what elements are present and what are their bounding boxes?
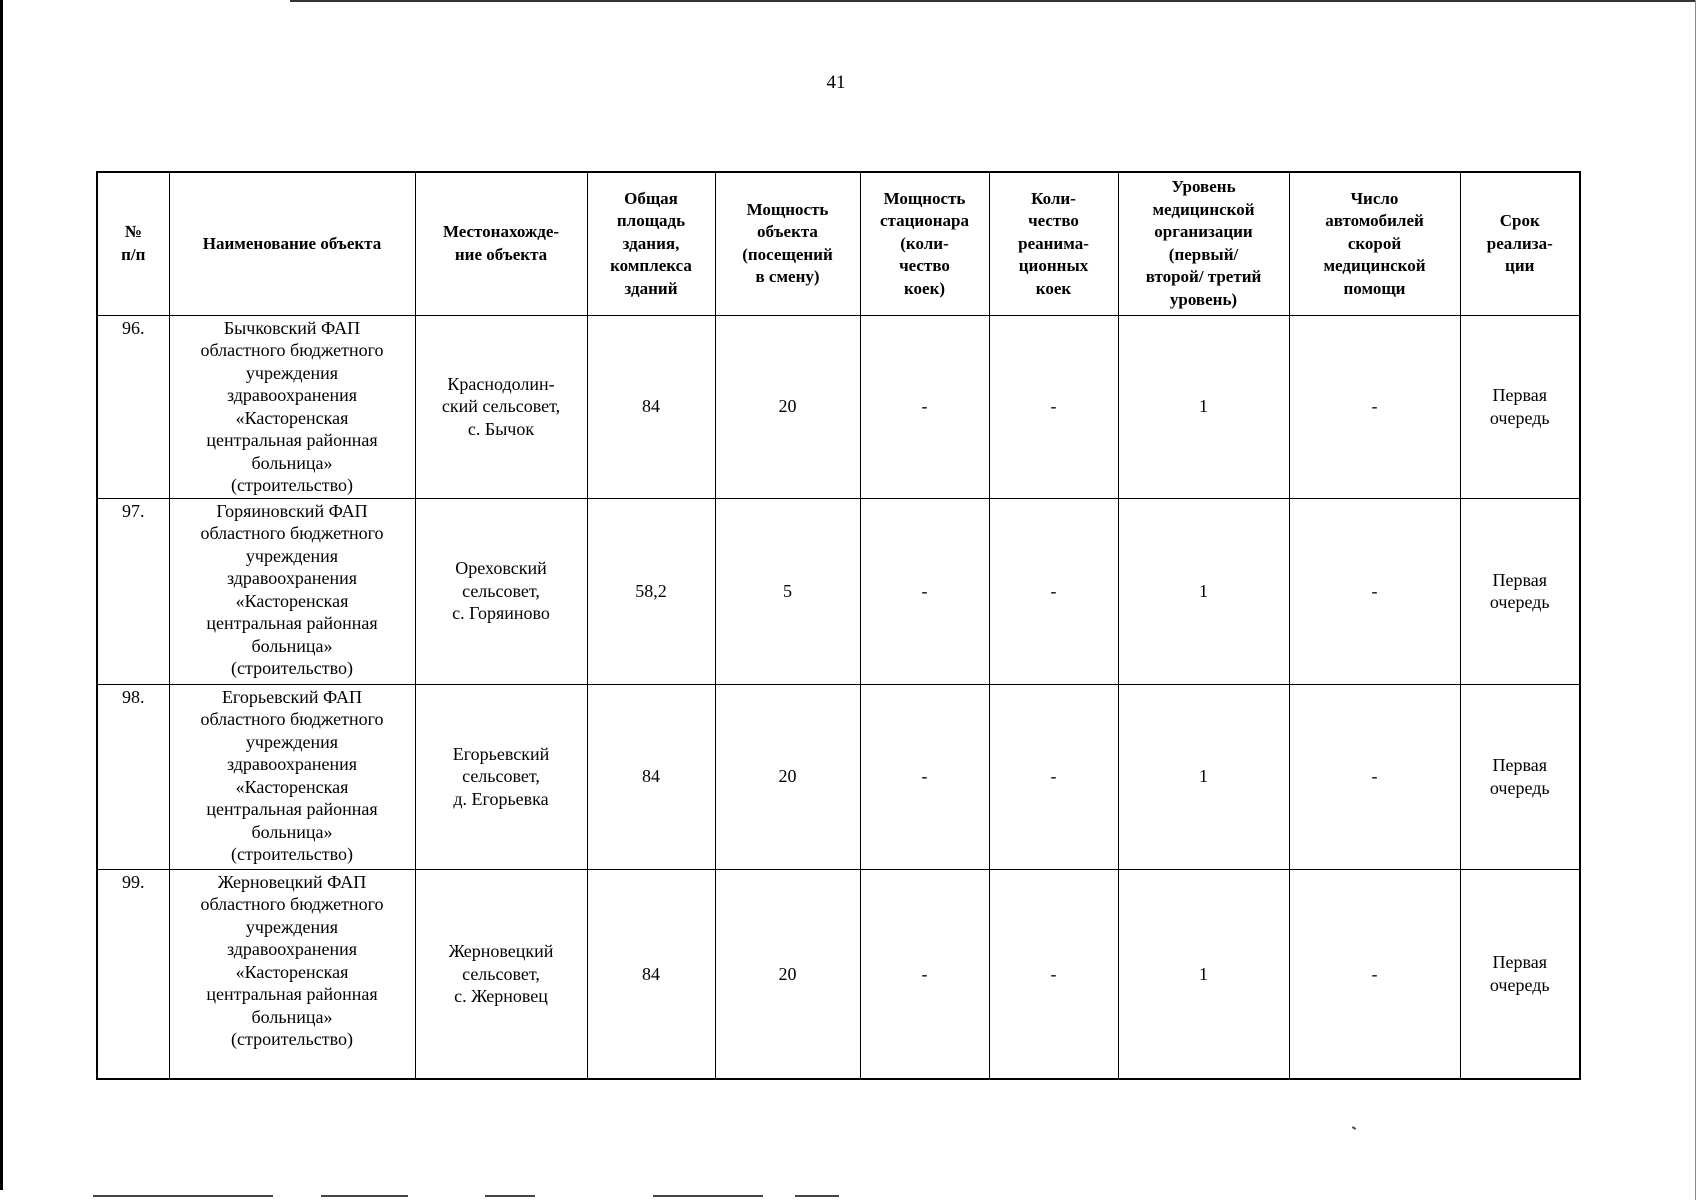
- cell-capacity: 20: [715, 315, 860, 498]
- header-beds: Мощность стационара (коли- чество коек): [860, 172, 989, 315]
- cell-number: 96.: [97, 315, 169, 498]
- cell-name: Бычковский ФАП областного бюджетного учреждения здравоохранения «Касторенская центральная районная больница» (строительство): [169, 315, 415, 498]
- scan-edge-line: [93, 1195, 273, 1197]
- cell-level: 1: [1118, 498, 1289, 684]
- table-row: [97, 498, 1580, 684]
- cell-name: Жерновецкий ФАП областного бюджетного учреждения здравоохранения «Касторенская центральная районная больница» (строительство): [169, 869, 415, 1079]
- table-header-row: [97, 172, 1580, 315]
- cell-beds: -: [860, 684, 989, 869]
- cell-area: 84: [587, 315, 715, 498]
- table-row: [97, 315, 1580, 498]
- cell-beds: -: [860, 498, 989, 684]
- scan-edge-line: [795, 1195, 839, 1197]
- header-term: Срок реализа- ции: [1460, 172, 1580, 315]
- scan-edge-line: [290, 0, 1695, 2]
- cell-icu-beds: -: [989, 684, 1118, 869]
- cell-ambulances: -: [1289, 869, 1460, 1079]
- cell-level: 1: [1118, 869, 1289, 1079]
- cell-number: 98.: [97, 684, 169, 869]
- header-area: Общая площадь здания, комплекса зданий: [587, 172, 715, 315]
- cell-location: Ореховский сельсовет, с. Горяиново: [415, 498, 587, 684]
- cell-ambulances: -: [1289, 498, 1460, 684]
- cell-area: 84: [587, 869, 715, 1079]
- cell-location: Егорьевский сельсовет, д. Егорьевка: [415, 684, 587, 869]
- cell-number: 99.: [97, 869, 169, 1079]
- cell-capacity: 5: [715, 498, 860, 684]
- table-row: [97, 869, 1580, 1079]
- cell-area: 84: [587, 684, 715, 869]
- scan-edge-line: [0, 0, 3, 1190]
- table-row: [97, 684, 1580, 869]
- header-ambulances: Число автомобилей скорой медицинской помощи: [1289, 172, 1460, 315]
- header-location: Местонахожде- ние объекта: [415, 172, 587, 315]
- header-capacity: Мощность объекта (посещений в смену): [715, 172, 860, 315]
- cell-term: Первая очередь: [1460, 869, 1580, 1079]
- cell-ambulances: -: [1289, 684, 1460, 869]
- cell-capacity: 20: [715, 684, 860, 869]
- cell-term: Первая очередь: [1460, 684, 1580, 869]
- cell-ambulances: -: [1289, 315, 1460, 498]
- scan-edge-line: [653, 1195, 763, 1197]
- cell-location: Жерновецкий сельсовет, с. Жерновец: [415, 869, 587, 1079]
- cell-area: 58,2: [587, 498, 715, 684]
- scan-edge-line: [321, 1195, 408, 1197]
- cell-term: Первая очередь: [1460, 315, 1580, 498]
- cell-level: 1: [1118, 315, 1289, 498]
- cell-beds: -: [860, 315, 989, 498]
- cell-name: Горяиновский ФАП областного бюджетного учреждения здравоохранения «Касторенская центральная районная больница» (строительство): [169, 498, 415, 684]
- cell-icu-beds: -: [989, 869, 1118, 1079]
- cell-name: Егорьевский ФАП областного бюджетного учреждения здравоохранения «Касторенская центральная районная больница» (строительство): [169, 684, 415, 869]
- scan-edge-line: [485, 1195, 535, 1197]
- cell-icu-beds: -: [989, 315, 1118, 498]
- cell-level: 1: [1118, 684, 1289, 869]
- cell-capacity: 20: [715, 869, 860, 1079]
- cell-beds: -: [860, 869, 989, 1079]
- cell-number: 97.: [97, 498, 169, 684]
- scan-edge-line: [1695, 0, 1696, 1200]
- page-number: 41: [826, 72, 846, 93]
- scan-speck: [1352, 1126, 1356, 1130]
- header-icu-beds: Коли- чество реанима- ционных коек: [989, 172, 1118, 315]
- cell-term: Первая очередь: [1460, 498, 1580, 684]
- header-name: Наименование объекта: [169, 172, 415, 315]
- objects-table: [96, 171, 1581, 1080]
- cell-location: Краснодолин- ский сельсовет, с. Бычок: [415, 315, 587, 498]
- header-number: № п/п: [97, 172, 169, 315]
- cell-icu-beds: -: [989, 498, 1118, 684]
- header-level: Уровень медицинской организации (первый/ второй/ третий уровень): [1118, 172, 1289, 315]
